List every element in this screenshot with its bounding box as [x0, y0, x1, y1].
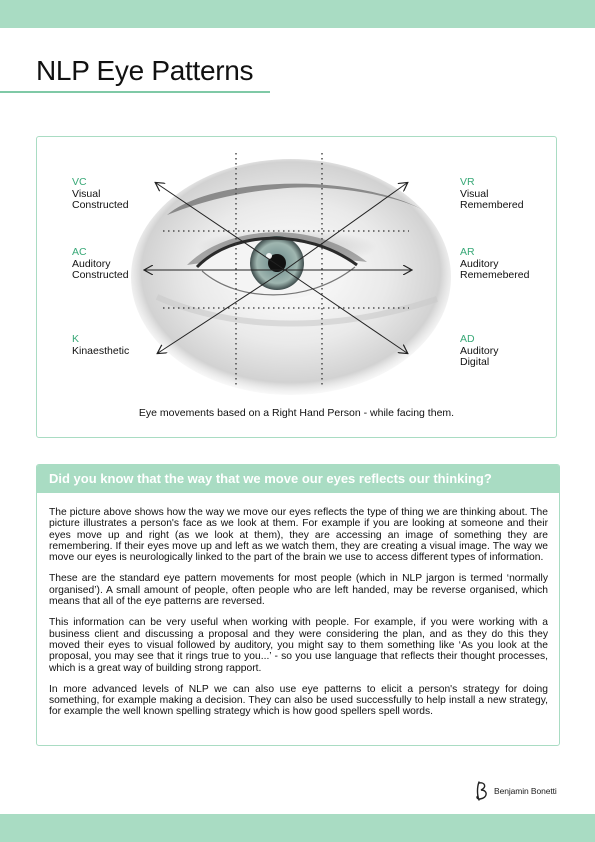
- label-code: K: [72, 333, 80, 345]
- diagram-caption: Eye movements based on a Right Hand Person - while facing them.: [138, 407, 455, 419]
- label-code: AC: [72, 246, 87, 258]
- page-title: NLP Eye Patterns: [36, 55, 254, 86]
- info-paragraph: This information can be very useful when working with people. For example, if you were working with a business client and discussing a proposal and they were considering the plan, and as they do this they moved their eyes to visual followed by auditory, you might say to them something like ‘As you look at the proposal, you may see that it rings true to you...’ - so you use language that reflects their thought processes, which is a great way of building strong rapport.: [49, 617, 548, 674]
- signature-logo-icon: [474, 780, 492, 802]
- top-accent-bar: [0, 0, 595, 28]
- label-line: Visual: [72, 187, 101, 200]
- info-paragraph: The picture above shows how the way we move our eyes reflects the type of thing we are thinking about. The picture illustrates a person's face as we look at them. For example if you are looking at someone and their eyes move up and right (as we look at them), they are accessing an image of something they are remembering. If their eyes move up and left as we watch them, they are creating a visual image. The way we move our eyes is neurologically linked to the part of the brain we use to access different types of information.: [49, 507, 548, 564]
- label-auditory-constructed: [72, 247, 129, 282]
- label-line: Constructed: [72, 199, 129, 211]
- label-visual-remembered: [460, 177, 524, 212]
- label-auditory-digital: [460, 334, 499, 369]
- info-paragraph: In more advanced levels of NLP we can also use eye patterns to elicit a person's strategy for doing something, for example making a decision. They can also be used successfully to help install a new strategy, for example the well known spelling strategy which is how good spellers spell words.: [49, 683, 548, 718]
- label-code: AR: [460, 246, 475, 258]
- label-visual-constructed: [72, 177, 129, 212]
- info-panel: [36, 464, 560, 746]
- label-line: Rememebered: [460, 269, 530, 281]
- label-code: VC: [72, 176, 87, 188]
- label-line: Visual: [460, 187, 489, 200]
- title-underline: [0, 91, 270, 93]
- label-line: Auditory: [460, 344, 499, 357]
- info-paragraph: These are the standard eye pattern movements for most people (which in NLP jargon is termed ‘normally organised’). A small amount of people, often people who are left handed, may be reverse organised, which means that all of the eye patterns are reversed.: [49, 573, 548, 608]
- label-line: Auditory: [72, 257, 111, 270]
- label-code: AD: [460, 333, 475, 345]
- info-heading: Did you know that the way that we move our eyes reflects our thinking?: [37, 465, 559, 493]
- eye-photo-icon: [131, 159, 451, 395]
- label-kinaesthetic: [72, 334, 129, 357]
- author-signature: [474, 780, 557, 802]
- label-line: Constructed: [72, 269, 129, 281]
- label-auditory-remembered: [460, 247, 529, 282]
- eye-diagram-panel: [36, 136, 557, 438]
- label-line: Digital: [460, 356, 490, 368]
- label-code: VR: [460, 176, 475, 188]
- label-line: Auditory: [460, 257, 499, 270]
- author-name: Benjamin Bonetti: [494, 786, 557, 796]
- bottom-accent-bar: [0, 814, 595, 842]
- info-body: [37, 493, 559, 718]
- label-line: Remembered: [460, 199, 524, 211]
- label-line: Kinaesthetic: [72, 344, 130, 357]
